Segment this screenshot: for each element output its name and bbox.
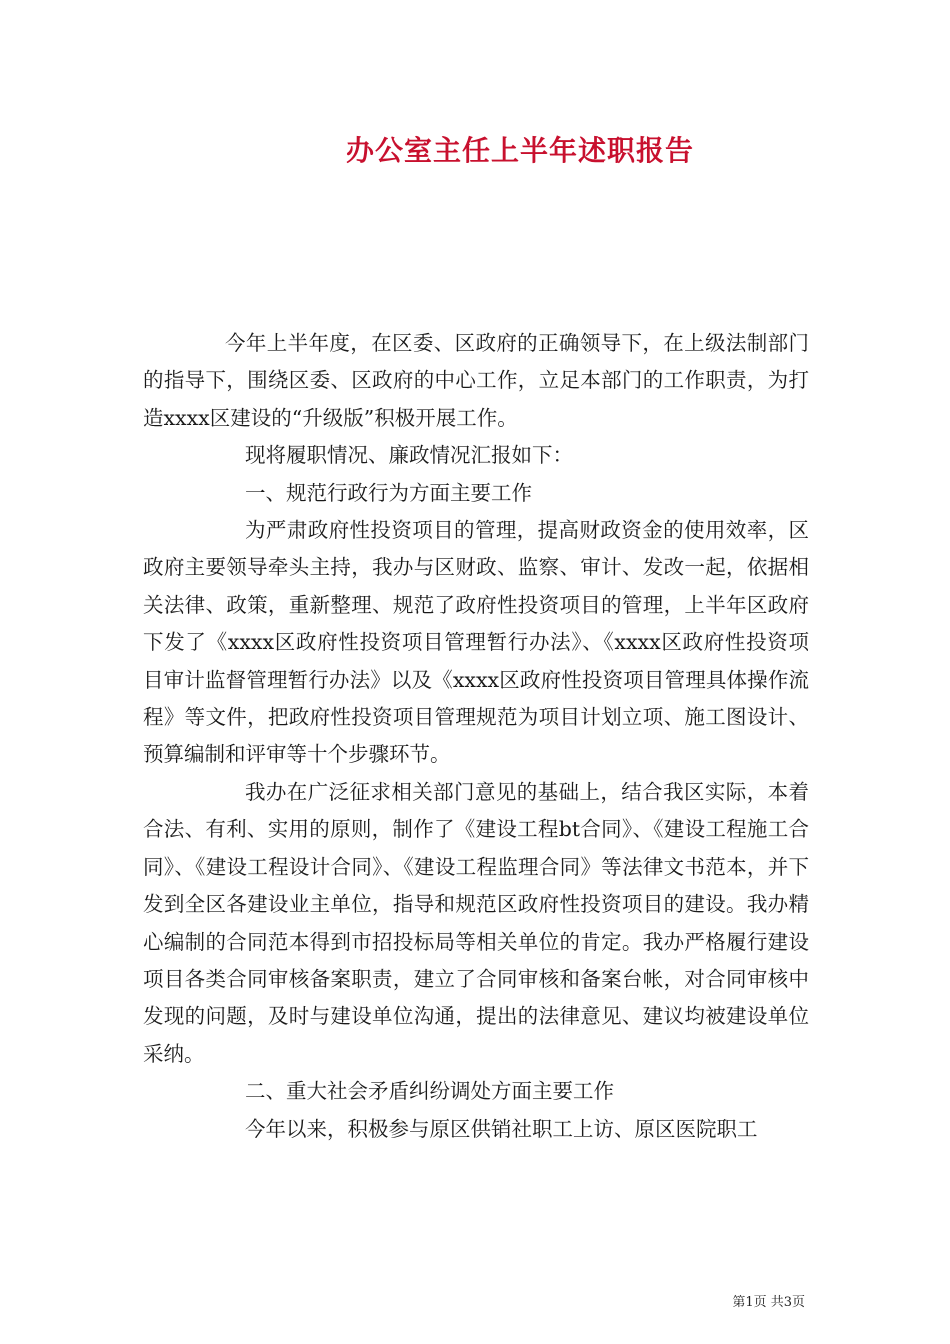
paragraph-investment-management: 为严肃政府性投资项目的管理，提高财政资金的使用效率，区政府主要领导牵头主持，我办与区财政、监察、审计、发改一起，依据相关法律、政策，重新整理、规范了政府性投资项目的管理，上半年区政府下发了《xxxx区政府性投资项目管理暂行办法》、《xxxx区政府性投资项目审计监督管理暂行办法》以及《xxxx区政府性投资项目管理具体操作流程》等文件，把政府性投资项目管理规范为项目计划立项、施工图设计、预算编制和评审等十个步骤环节。 — [143, 518, 809, 767]
section-heading-1: 一、规范行政行为方面主要工作 — [245, 480, 532, 505]
paragraph-summary-lead: 现将履职情况、廉政情况汇报如下： — [245, 443, 573, 468]
document-body — [143, 325, 809, 1148]
paragraph-dispute-mediation: 今年以来，积极参与原区供销社职工上访、原区医院职工 — [245, 1116, 758, 1141]
document-title: 办公室主任上半年述职报告 — [345, 134, 694, 167]
page-number-footer: 第1页 共3页 — [732, 1295, 805, 1310]
paragraph-contract-templates: 我办在广泛征求相关部门意见的基础上，结合我区实际，本着合法、有利、实用的原则，制作了《建设工程bt合同》、《建设工程施工合同》、《建设工程设计合同》、《建设工程监理合同》等法律文书范本，并下发到全区各建设业主单位，指导和规范区政府性投资项目的建设。我办精心编制的合同范本得到市招投标局等相关单位的肯定。我办严格履行建设项目各类合同审核备案职责，建立了合同审核和备案台帐，对合同审核中发现的问题，及时与建设单位沟通，提出的法律意见、建议均被建设单位采纳。 — [143, 779, 809, 1066]
paragraph-intro: 今年上半年度，在区委、区政府的正确领导下，在上级法制部门的指导下，围绕区委、区政府的中心工作，立足本部门的工作职责，为打造xxxx区建设的“升级版”积极开展工作。 — [143, 331, 809, 430]
section-heading-2: 二、重大社会矛盾纠纷调处方面主要工作 — [245, 1079, 614, 1104]
